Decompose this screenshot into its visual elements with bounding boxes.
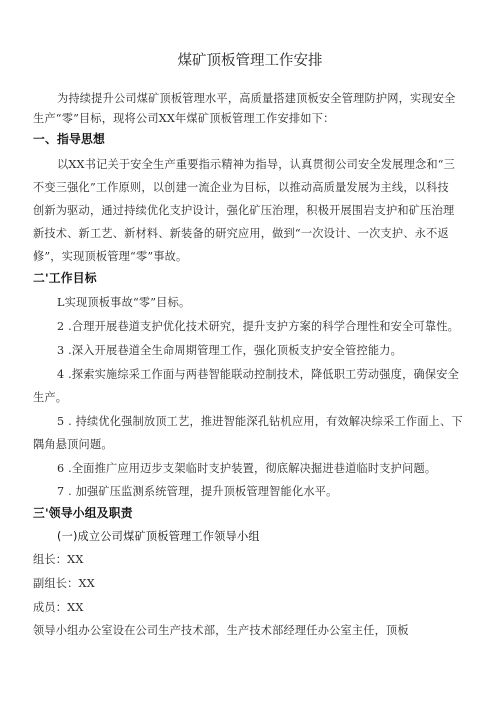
- goal-item-4-cont: 生产。: [33, 391, 68, 404]
- group-deputy: 副组长：XX: [33, 577, 95, 590]
- goal-item-5: 5 . 持续优化强制放顶工艺，推进智能深孔钻机应用，有效解决综采工作面上、下: [57, 415, 463, 428]
- guiding-line-3: 创新为驱动，通过持续优化支护设计，强化矿压治理，积极开展围岩支护和矿压治理: [33, 204, 455, 217]
- goal-item-6: 6 .全面推广应用迈步支架临时支护装置，彻底解决掘进巷道临时支护问题。: [57, 462, 437, 475]
- group-office-line: 领导小组办公室设在公司生产技术部，生产技术部经理任办公室主任，顶板: [33, 624, 409, 637]
- section-heading-work-goals: 二'工作目标: [33, 271, 97, 285]
- intro-line-1: 为持续提升公司煤矿顶板管理水平，高质量搭建顶板安全管理防护网，实现安全: [57, 92, 456, 105]
- intro-line-2: 生产“零”目标，现将公司XX年煤矿顶板管理工作安排如下：: [33, 112, 335, 125]
- guiding-line-2: 不变三强化”工作原则，以创建一流企业为目标，以推动高质量发展为主线，以科技: [33, 181, 449, 194]
- group-members: 成员：XX: [33, 601, 84, 614]
- goal-item-7: 7 . 加强矿压监测系统管理，提升顶板管理智能化水平。: [57, 485, 338, 498]
- goal-item-1: L实现顶板事故“零”目标。: [57, 296, 191, 309]
- goal-item-4: 4 .探索实施综采工作面与两巷智能联动控制技术，降低职工劳动强度，确保安全: [57, 368, 460, 381]
- goal-item-2: 2 .合理开展巷道支护优化技术研究，提升支护方案的科学合理性和安全可靠性。: [57, 320, 460, 333]
- document-title: 煤矿顶板管理工作安排: [177, 53, 323, 69]
- guiding-line-5: 修”，实现顶板管理“零”事故。: [33, 250, 188, 263]
- guiding-line-1: 以XX书记关于安全生产重要指示精神为指导，认真贯彻公司安全发展理念和“三: [57, 158, 456, 171]
- goal-item-3: 3 .深入开展巷道全生命周期管理工作，强化顶板支护安全管控能力。: [57, 344, 403, 357]
- guiding-line-4: 新技术、新工艺、新材料、新装备的研究应用，做到“一次设计、一次支护、永不返: [33, 227, 449, 240]
- group-leader: 组长：XX: [33, 553, 84, 566]
- section-heading-guiding-ideology: 一、指导思想: [33, 132, 105, 146]
- section-heading-leadership: 三'领导小组及职责: [33, 506, 133, 520]
- goal-item-5-cont: 隅角悬顶问题。: [33, 438, 113, 451]
- subsection-heading-leading-group: (一)成立公司煤矿顶板管理工作领导小组: [57, 530, 260, 543]
